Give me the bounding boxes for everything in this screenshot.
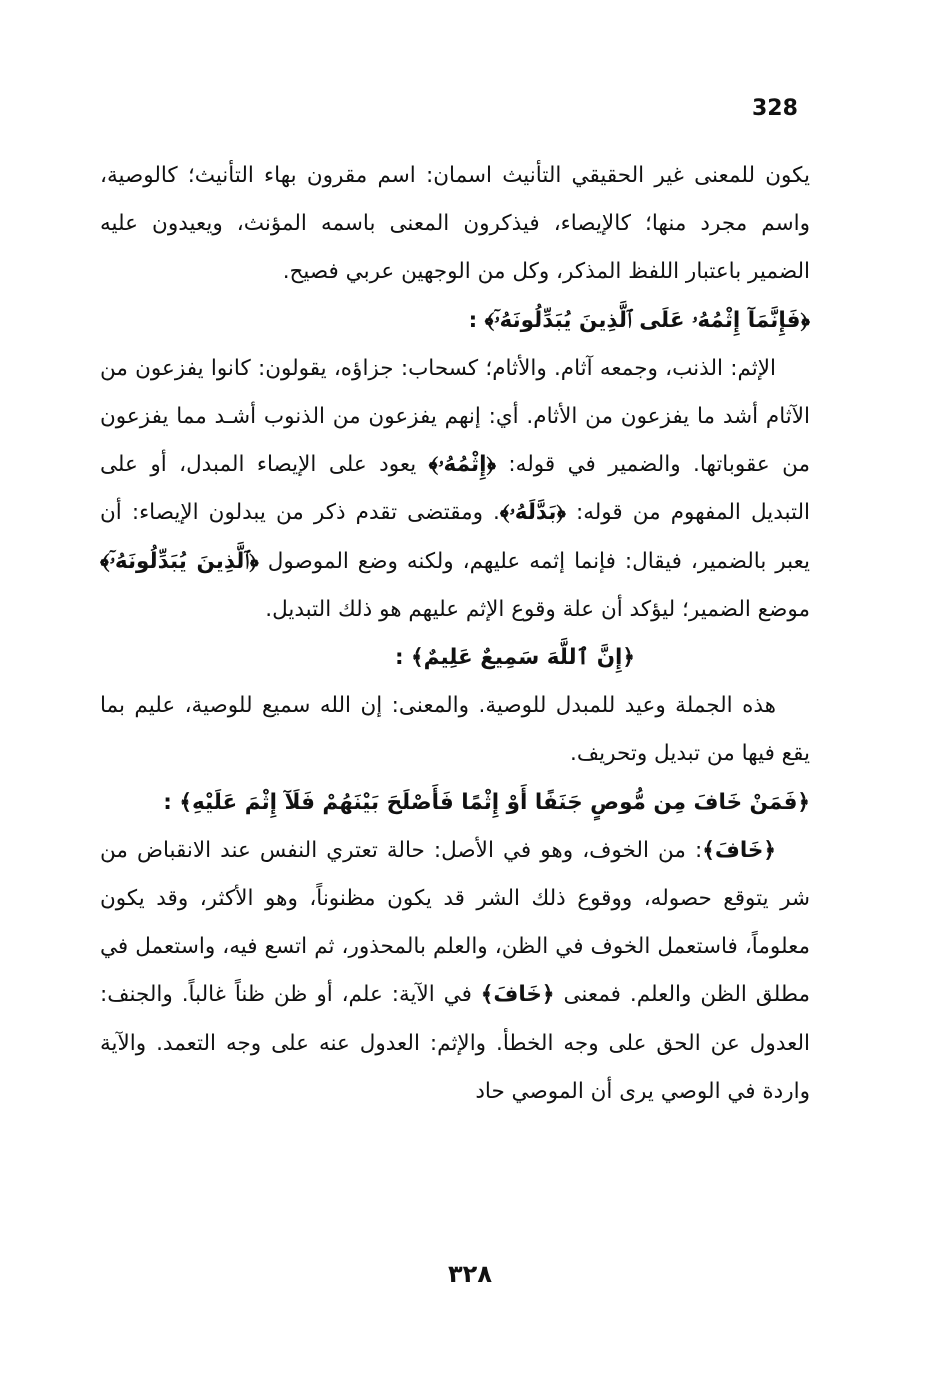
page-number-bottom: ٣٢٨ bbox=[448, 1260, 492, 1288]
page-body bbox=[100, 152, 810, 1116]
page-number-top: 328 bbox=[752, 96, 798, 121]
paragraph-2-text-4: موضع الضمير؛ ليؤكد أن علة وقوع الإثم عليهم هو ذلك التبديل. bbox=[265, 596, 810, 622]
quran-quote-alladhina-yubaddilunahu: ﴿ٱلَّذِينَ يُبَدِّلُونَهُۥٓ﴾ bbox=[100, 548, 259, 574]
verse-heading-2: ﴿إِنَّ ٱللَّهَ سَمِيعٌ عَلِيمٌ﴾ : bbox=[394, 645, 636, 671]
quran-quote-khafa-2: ﴿خَافَ﴾ bbox=[480, 982, 555, 1008]
paragraph-4-text-2: في الآية: علم، أو ظن ظناً غالباً. والجنف: العدول عن الحق على وجه الخطأ. والإثم: العدول عنه على وجه التعمد. والآية واردة في الوصي يرى أن الموصي حاد bbox=[100, 982, 810, 1104]
verse-heading-1: ﴿فَإِنَّمَآ إِثْمُهُۥ عَلَى ٱلَّذِينَ يُبَدِّلُونَهُۥٓ﴾ : bbox=[468, 307, 810, 333]
quran-quote-khafa-1: ﴿خَافَ﴾ bbox=[702, 837, 776, 863]
paragraph-1: يكون للمعنى غير الحقيقي التأنيث اسمان: اسم مقرون بهاء التأنيث؛ كالوصية، واسم مجرد منها؛ كالإيصاء، فيذكرون المعنى باسمه المؤنث، ويعيدون عليه الضمير باعتبار اللفظ المذكر، وكل من الوجهين عربي فصيح. bbox=[100, 163, 810, 285]
paragraph-3: هذه الجملة وعيد للمبدل للوصية. والمعنى: إن الله سميع للوصية، عليم بما يقع فيها من تبديل وتحريف. bbox=[100, 693, 810, 767]
quran-quote-baddalahu: ﴿بَدَّلَهُۥ﴾ bbox=[499, 500, 566, 526]
quran-quote-ithmuhu: ﴿إِثْمُهُۥ﴾ bbox=[428, 452, 496, 478]
paragraph-2-text-3: . ومقتضى تقدم ذكر من يبدلون الإيصاء: أن يعبر بالضمير، فيقال: فإنما إثمه عليهم، ولكنه وضع الموصول bbox=[100, 500, 811, 574]
paragraph-4-text-1: : من الخوف، وهو في الأصل: حالة تعتري النفس عند الانقباض من شر يتوقع حصوله، ووقوع ذلك الشر قد يكون مظنوناً، وهو الأكثر، وقد يكون معلوماً، فاستعمل الخوف في الظن، والعلم بالمحذور، ثم اتسع فيه، واستعمل في مطلق الظن والعلم. فمعنى bbox=[100, 837, 810, 1008]
verse-heading-3: ﴿فَمَنْ خَافَ مِن مُّوصٍ جَنَفًا أَوْ إِثْمًا فَأَصْلَحَ بَيْنَهُمْ فَلَآ إِثْمَ عَلَيْهِ﴾ : bbox=[163, 789, 810, 815]
paragraph-2-text-2: يعود على الإيصاء المبدل، أو على التبديل المفهوم من قوله: bbox=[100, 452, 810, 526]
paragraph-4 bbox=[100, 827, 810, 1116]
paragraph-2 bbox=[100, 345, 810, 634]
paragraph-2-text-1: الإثم: الذنب، وجمعه آثام. والأثام؛ كسحاب: جزاؤه، يقولون: كانوا يفزعون من الآثام أشد ما يفزعون من الأثام. أي: إنهم يفزعون من الذنوب أشـد مما يفزعون من عقوباتها. والضمير في قوله: bbox=[100, 355, 810, 478]
